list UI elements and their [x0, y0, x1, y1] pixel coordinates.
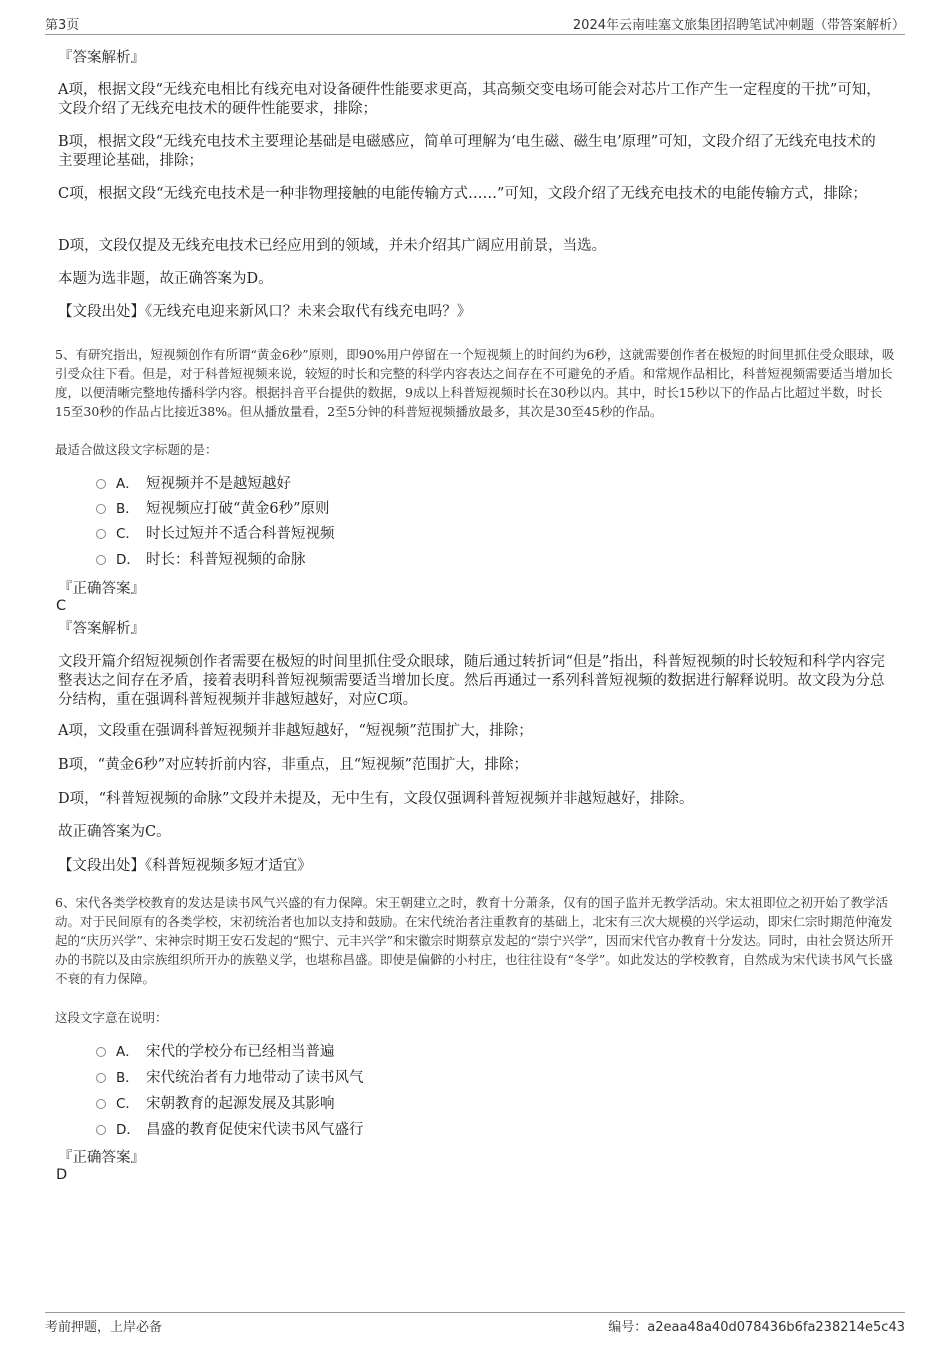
document-title: 2024年云南哇塞文旅集团招聘笔试冲刺题（带答案解析）: [572, 18, 905, 33]
q5-answer: C: [56, 598, 67, 614]
page-number: 第3页: [45, 18, 80, 33]
q5-option-c[interactable]: [96, 524, 335, 544]
q5-conclusion: 故正确答案为C。: [58, 824, 171, 840]
q5-analysis-b: B项，“黄金6秒”对应转折前内容，非重点，且“短视频”范围扩大，排除；: [58, 757, 529, 773]
option-text: 宋代的学校分布已经相当普遍: [146, 1044, 335, 1060]
q4-analysis-label: 『答案解析』: [58, 50, 145, 66]
q5-prompt: 最适合做这段文字标题的是：: [55, 442, 218, 457]
q5-option-a[interactable]: [96, 474, 291, 494]
q6-option-b[interactable]: [96, 1068, 364, 1088]
radio-icon[interactable]: [96, 1073, 106, 1083]
q5-answer-label: 『正确答案』: [58, 581, 145, 597]
option-letter: C．: [116, 526, 139, 542]
q5-analysis-label: 『答案解析』: [58, 621, 145, 637]
q6-stem: 6、宋代各类学校教育的发达是读书风气兴盛的有力保障。宋王朝建立之时，教育十分萧条，仅有的国子监并无教学活动。宋太祖即位之初开始了教学活动。对于民间原有的各类学校，宋初统治者也加以支持和鼓励。在宋代统治者注重教育的基础上，北宋有三次大规模的兴学运动，即宋仁宗时期范仲淹发起的“庆历兴学”、宋神宗时期王安石发起的“熙宁、元丰兴学”和宋徽宗时期蔡京发起的“崇宁兴学”，因而宋代官办教育十分发达。同时，由社会贤达所开办的书院以及由宗族组织所开办的族塾义学，也堪称昌盛。即使是偏僻的小村庄，也往往设有“冬学”。如此发达的学校教育，自然成为宋代读书风气长盛不衰的有力保障。: [55, 895, 894, 986]
q6-option-a[interactable]: [96, 1042, 335, 1062]
q5-analysis-d: D项，“科普短视频的命脉”文段并未提及，无中生有，文段仅强调科普短视频并非越短越好，排除。: [58, 791, 694, 807]
radio-icon[interactable]: [96, 504, 106, 514]
radio-icon[interactable]: [96, 1125, 106, 1135]
q6-prompt: 这段文字意在说明：: [55, 1010, 168, 1025]
option-letter: B．: [116, 1070, 139, 1086]
radio-icon[interactable]: [96, 1099, 106, 1109]
q6-option-c[interactable]: [96, 1094, 335, 1114]
q6-option-d[interactable]: [96, 1120, 364, 1140]
q5-analysis-a: A项，文段重在强调科普短视频并非越短越好，“短视频”范围扩大，排除；: [58, 723, 533, 739]
option-text: 短视频并不是越短越好: [146, 476, 291, 492]
option-text: 宋代统治者有力地带动了读书风气: [146, 1070, 364, 1086]
q5-source: 【文段出处】《科普短视频多短才适宜》: [58, 858, 312, 874]
q6-answer: D: [56, 1167, 68, 1183]
q4-conclusion: 本题为选非题，故正确答案为D。: [58, 271, 273, 287]
option-letter: D．: [116, 552, 140, 568]
option-text: 时长过短并不适合科普短视频: [146, 526, 335, 542]
option-letter: B．: [116, 501, 139, 517]
option-text: 短视频应打破“黄金6秒”原则: [146, 501, 330, 517]
page-header: [45, 12, 905, 35]
q4-source: 【文段出处】《无线充电迎来新风口？未来会取代有线充电吗？》: [58, 304, 472, 320]
q4-analysis-b: B项，根据文段“无线充电技术主要理论基础是电磁感应，简单可理解为‘电生磁、磁生电’原理”可知，文段介绍了无线充电技术的主要理论基础，排除；: [58, 134, 876, 169]
q6-answer-label: 『正确答案』: [58, 1150, 145, 1166]
option-letter: D．: [116, 1122, 140, 1138]
q5-option-d[interactable]: [96, 550, 306, 570]
footer-slogan: 考前押题，上岸必备: [45, 1320, 163, 1335]
q4-analysis-a: A项，根据文段“无线充电相比有线充电对设备硬件性能要求更高，其高频交变电场可能会对芯片工作产生一定程度的干扰”可知，文段介绍了无线充电技术的硬件性能要求，排除；: [58, 82, 881, 117]
radio-icon[interactable]: [96, 529, 106, 539]
q5-analysis-main: 文段开篇介绍短视频创作者需要在极短的时间里抓住受众眼球，随后通过转折词“但是”指出，科普短视频的时长较短和科学内容完整表达之间存在矛盾，接着表明科普短视频需要适当增加长度。然后再通过一系列科普短视频的数据进行解释说明。故文段为分总分结构，重在强调科普短视频并非越短越好，对应C项。: [58, 654, 885, 708]
q4-analysis-d: D项，文段仅提及无线充电技术已经应用到的领域，并未介绍其广阔应用前景，当选。: [58, 238, 607, 254]
page-footer: [45, 1312, 905, 1335]
radio-icon[interactable]: [96, 1047, 106, 1057]
option-text: 时长：科普短视频的命脉: [146, 552, 306, 568]
radio-icon[interactable]: [96, 479, 106, 489]
option-letter: C．: [116, 1096, 139, 1112]
q5-stem: 5、有研究指出，短视频创作有所谓“黄金6秒”原则，即90%用户停留在一个短视频上的时间约为6秒，这就需要创作者在极短的时间里抓住受众眼球，吸引受众往下看。但是，对于科普短视频来说，较短的时长和完整的科学内容表达之间存在不可避免的矛盾。和常规作品相比，科普短视频需要适当增加长度，以便清晰完整地传播科学内容。根据抖音平台提供的数据，9成以上科普短视频时长在30秒以内。其中，时长15秒以下的作品占比超过半数，时长15至30秒的作品占比接近38%。但从播放量看，2至5分钟的科普短视频播放最多，其次是30至45秒的作品。: [55, 347, 895, 419]
option-text: 昌盛的教育促使宋代读书风气盛行: [146, 1122, 364, 1138]
option-letter: A．: [116, 1044, 139, 1060]
option-text: 宋朝教育的起源发展及其影响: [146, 1096, 335, 1112]
q5-option-b[interactable]: [96, 499, 330, 519]
radio-icon[interactable]: [96, 555, 106, 565]
q4-analysis-c: C项，根据文段“无线充电技术是一种非物理接触的电能传输方式……”可知，文段介绍了无线充电技术的电能传输方式，排除；: [58, 186, 867, 202]
option-letter: A．: [116, 476, 139, 492]
document-code: 编号：a2eaa48a40d078436b6fa238214e5c43: [608, 1320, 905, 1335]
